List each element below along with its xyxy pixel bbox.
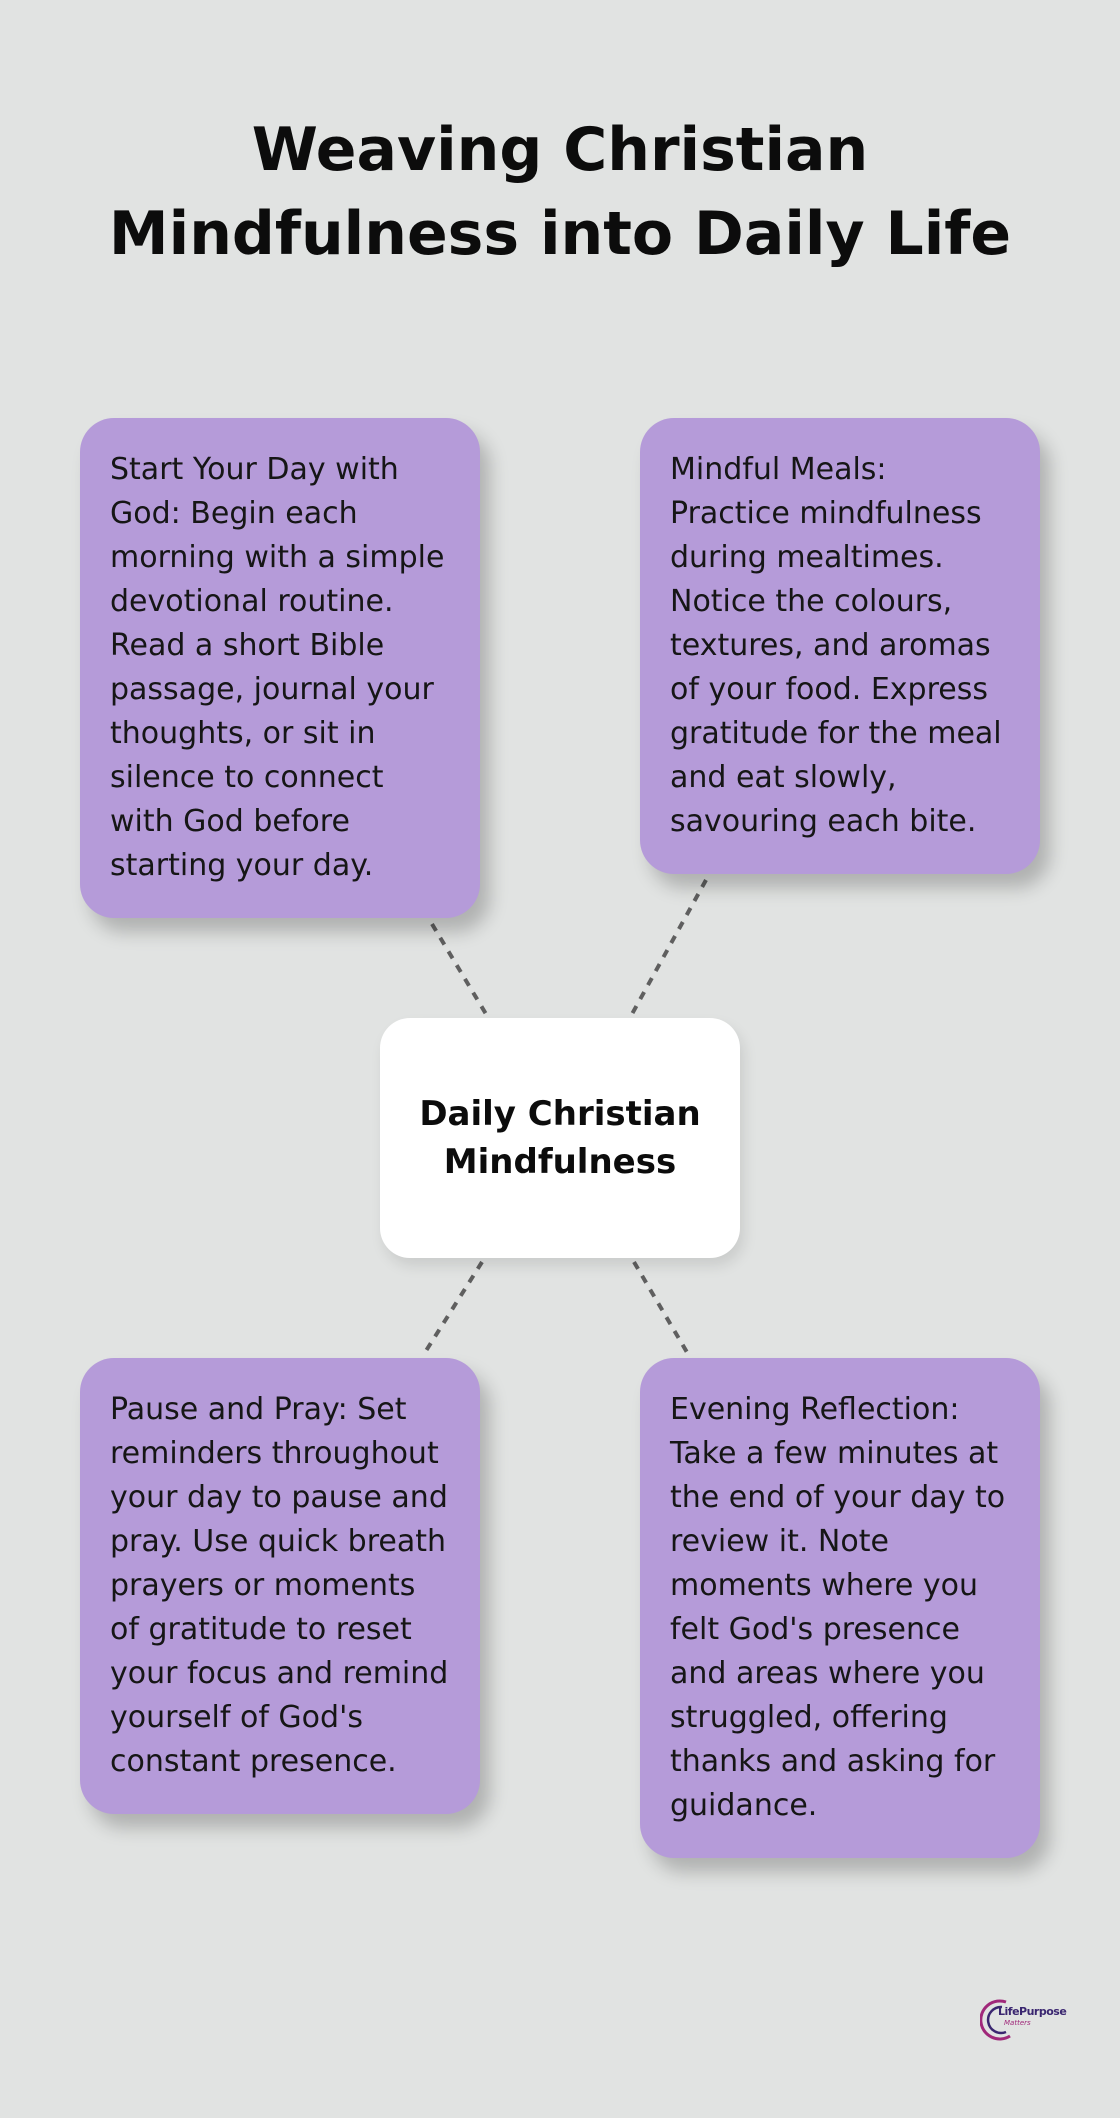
card-start-your-day: Start Your Day with God: Begin each morning with a simple devotional routine. Read a short Bible passage, journal your thoughts, or sit in silence to connect with God before starting your day. xyxy=(80,418,480,918)
connector-top-left xyxy=(432,924,486,1014)
connector-top-right xyxy=(632,880,706,1014)
logo-tagline: Matters xyxy=(1004,2019,1031,2027)
connector-bottom-left xyxy=(424,1262,482,1354)
card-pause-and-pray: Pause and Pray: Set reminders throughout your day to pause and pray. Use quick breath prayers or moments of gratitude to reset your focus and remind yourself of God's constant presence. xyxy=(80,1358,480,1814)
card-evening-reflection: Evening Reflection: Take a few minutes at the end of your day to review it. Note moments where you felt God's presence and areas where you struggled, offering thanks and asking for guidance. xyxy=(640,1358,1040,1858)
connector-bottom-right xyxy=(634,1262,688,1354)
card-mindful-meals: Mindful Meals: Practice mindfulness during mealtimes. Notice the colours, textures, and aromas of your food. Express gratitude for the meal and eat slowly, savouring each bite. xyxy=(640,418,1040,874)
center-node-label: Daily Christian Mindfulness xyxy=(419,1094,701,1182)
center-node xyxy=(380,1018,740,1258)
logo-name: LifePurpose xyxy=(998,2005,1067,2018)
page-title: Weaving Christian Mindfulness into Daily Life xyxy=(108,115,1012,269)
brand-logo xyxy=(980,1994,1070,2046)
